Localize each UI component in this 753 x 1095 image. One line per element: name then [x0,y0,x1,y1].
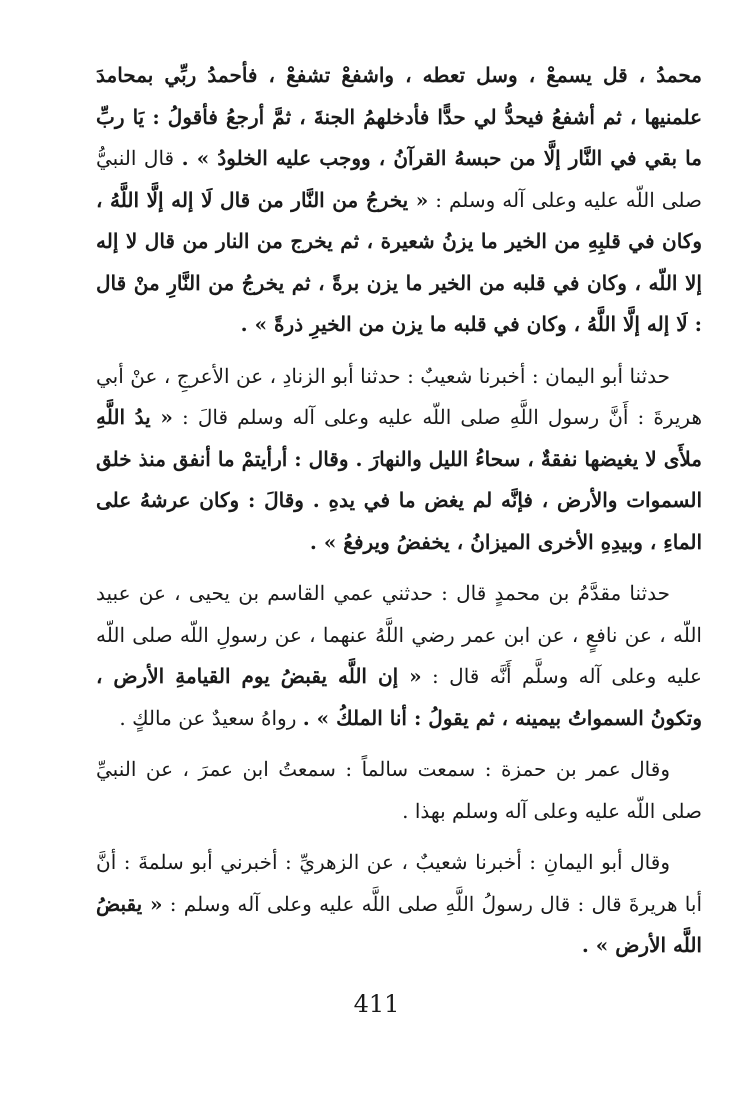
text-segment: « يدُ اللَّهِ ملأَى لا يغيضها نفقةٌ ، سحاءُ الليل والنهارَ . وقال : أرأيتمْ ما أنفق منذ خلق السموات والأرض ، فإنَّه لم يغض ما في يدهِ . وقالَ : وكان عرشهُ على الماءِ ، وبيدِهِ الأخرى الميزانُ ، يخفضُ ويرفعُ » . [96,405,702,554]
page-body [96,55,702,967]
paragraph-5 [96,842,702,967]
paragraph-1 [96,55,702,346]
text-segment: « يقبضُ اللَّه الأرض » . [96,891,702,957]
paragraph-gap [96,346,702,356]
paragraph-gap [96,832,702,842]
text-segment: محمدُ ، قل يسمعْ ، وسل تعطه ، واشفعْ تشفعْ ، فأحمدُ ربِّي بمحامدَ علمنيها ، ثم أشفعُ فيحدُّ لي حدًّا فأدخلهمُ الجنةَ ، ثمَّ أرجعُ فأقولُ : يَا ربِّ ما بقي في النَّار إلَّا من حبسهُ القرآنُ ، ووجب عليه الخلودُ » . [96,63,702,170]
text-segment: قال النبيُّ صلى اللّه عليه وعلى آله وسلم : [96,146,702,212]
paragraph-3 [96,573,702,739]
text-segment: وقال عمر بن حمزة : سمعت سالماً : سمعتُ ابن عمرَ ، عن النبيِّ صلى اللّه عليه وعلى آله وسلم بهذا . [96,757,702,823]
paragraph-4 [96,749,702,832]
text-segment: حدثنا مقدَّمُ بن محمدٍ قال : حدثني عمي القاسم بن يحيى ، عن عبيد اللّه ، عن نافعٍ ، عن ابن عمر رضي اللَّهُ عنهما ، عن رسولِ اللّه صلى اللّه عليه وعلى آله وسلَّم أَنَّه قال : [96,581,702,688]
text-segment: « يخرجُ من النَّار من قال لَا إله إلَّا اللَّهُ ، وكان في قلبِهِ من الخير ما يزنُ شعيرة ، ثم يخرج من النار من قال لا إله إلا اللّه ، وكان في قلبه من الخير ما يزن برةً ، ثم يخرجُ من النَّارِ منْ قال : لَا إله إلَّا اللَّهُ ، وكان في قلبه ما يزن من الخيرِ ذرةً » . [96,187,702,336]
text-segment: « إن اللَّه يقبضُ يوم القيامةِ الأرض ، وتكونُ السمواتُ بيمينه ، ثم يقولُ : أنا الملكُ » . [96,664,702,730]
text-segment: رواهُ سعيدٌ عن مالكٍ . [119,705,303,730]
text-segment: وقال أبو اليمانِ : أخبرنا شعيبٌ ، عن الزهريِّ : أخبرني أبو سلمةَ : أنَّ أبا هريرةَ قال : قال رسولُ اللَّهِ صلى اللَّه عليه وعلى آله وسلم : [96,850,702,916]
paragraph-gap [96,563,702,573]
paragraph-2 [96,356,702,564]
page-number: 411 [353,990,400,1018]
text-segment: حدثنا أبو اليمان : أخبرنا شعيبٌ : حدثنا أبو الزنادِ ، عن الأعرجِ ، عنْ أبي هريرةَ : أَنَّ رسول اللَّهِ صلى اللّه عليه وعلى آله وسلم قالَ : [96,363,703,429]
paragraph-gap [96,739,702,749]
